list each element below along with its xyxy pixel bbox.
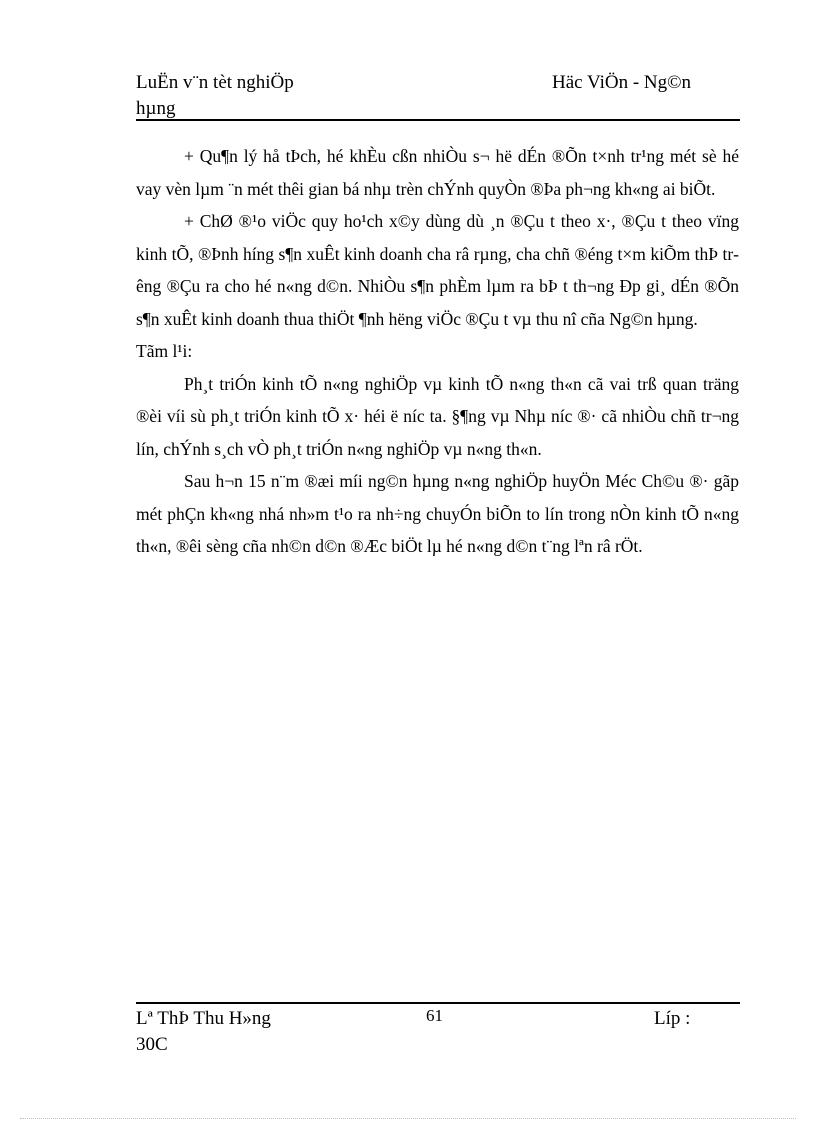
- footer-class-label: Líp :: [654, 1008, 691, 1029]
- paragraph-3: Ph¸t triÓn kinh tÕ n«ng nghiÖp vµ kinh tÕ n«ng th«n cã vai trß quan träng ®èi víi sù ph¸t triÓn kinh tÕ x· héi ë níc ta. §¶ng vµ Nhµ níc ®· cã nhiÒu chñ tr¬ng lín, chÝnh s¸ch vÒ ph¸t triÓn n«ng nghiÖp vµ n«ng th«n.: [136, 373, 739, 459]
- header-left-line-1: LuËn v¨n tèt nghiÖp: [136, 72, 294, 93]
- footer-author: [136, 1006, 336, 1058]
- paragraph-1: + Qu¶n lý hå tÞch, hé khÈu cßn nhiÒu s¬ hë dÉn ®Õn t×nh tr¹ng mét sè hé vay vèn lµm ¨n mét thêi gian bá nhµ trèn chÝnh quyÒn ®Þa ph¬ng kh«ng ai biÕt.: [136, 146, 739, 199]
- header-title-right: Häc ViÖn - Ng©n: [552, 72, 692, 93]
- header-title-left: [136, 70, 396, 122]
- header-left-line-2: hµng: [136, 98, 176, 119]
- body-content: [136, 140, 739, 563]
- page-number: 61: [426, 1006, 443, 1025]
- footer-author-name: Lª ThÞ Thu H»ng: [136, 1008, 271, 1029]
- footer-author-class: 30C: [136, 1034, 168, 1055]
- paragraph-summary-heading: Tãm l¹i:: [136, 341, 193, 361]
- header-divider: [136, 119, 740, 121]
- page-bottom-border: [20, 1118, 796, 1119]
- paragraph-2: + ChØ ®¹o viÖc quy ho¹ch x©y dùng dù ¸n ®Çu t theo x·, ®Çu t theo vïng kinh tÕ, ®Þnh híng s¶n xuÊt kinh doanh cha râ rµng, cha chñ ®éng t×m kiÕm thÞ trêng ®Çu ra cho hé n«ng d©n. NhiÒu s¶n phÈm lµm ra bÞ t th¬ng Ðp gi¸ dÉn ®Õn s¶n xuÊt kinh doanh thua thiÖt ¶nh hëng viÖc ®Çu t vµ thu nî cña Ng©n hµng.: [136, 211, 739, 329]
- paragraph-4: Sau h¬n 15 n¨m ®æi míi ng©n hµng n«ng nghiÖp huyÖn Méc Ch©u ®· gãp mét phÇn kh«ng nhá nh»m t¹o ra nh÷ng chuyÓn biÕn to lín trong nÒn kinh tÕ n«ng th«n, ®êi sèng cña nh©n d©n ®Æc biÖt lµ hé n«ng d©n t¨ng lªn râ rÖt.: [136, 471, 739, 556]
